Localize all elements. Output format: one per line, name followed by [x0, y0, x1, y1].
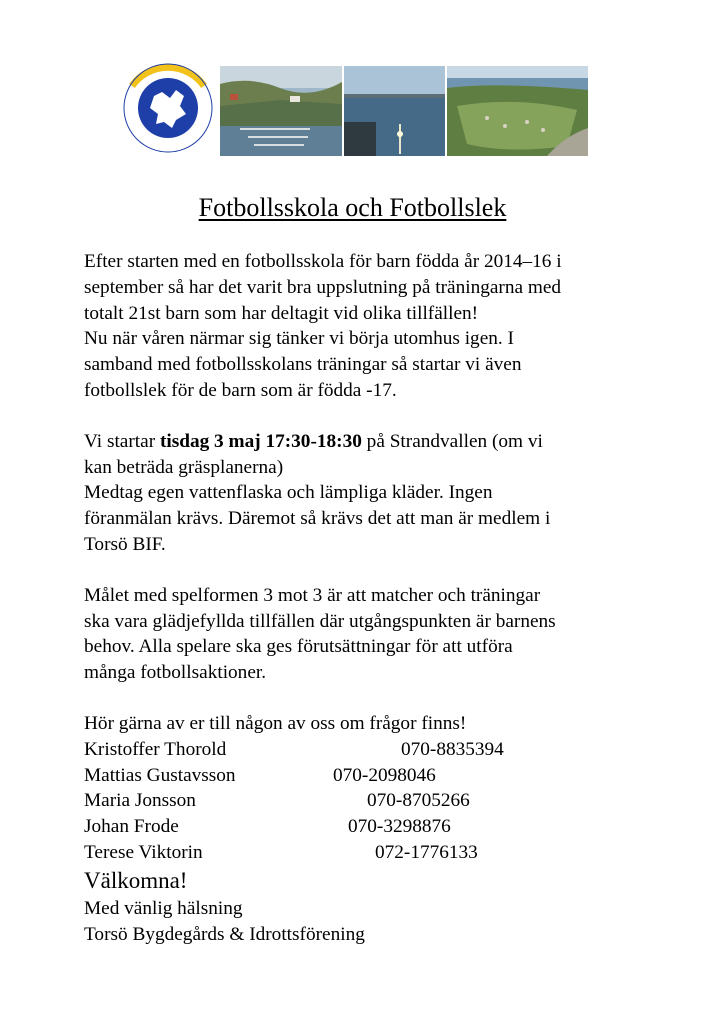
contact-row	[84, 763, 624, 789]
contact-row	[84, 840, 624, 866]
text-line: samband med fotbollsskolans träningar så startar vi även	[84, 354, 522, 376]
document-body	[84, 249, 624, 947]
contact-row	[84, 814, 624, 840]
contact-phone: 070-2098046	[333, 764, 436, 786]
welcome-heading: Välkomna!	[84, 867, 188, 893]
club-logo-icon	[118, 56, 218, 156]
contacts-intro: Hör gärna av er till någon av oss om frågor finns!	[84, 712, 467, 734]
text-line: totalt 21st barn som har deltagit vid olika tillfällen!	[84, 302, 479, 324]
sports-field-aerial-photo	[447, 66, 588, 156]
text-line: Medtag egen vattenflaska och lämpliga kläder. Ingen	[84, 482, 493, 504]
contact-phone: 070-3298876	[348, 816, 451, 838]
text-line: Målet med spelformen 3 mot 3 är att matcher och träningar	[84, 584, 541, 606]
text-line: Torsö BIF.	[84, 533, 166, 555]
goal-paragraph	[84, 583, 624, 686]
contact-name: Johan Frode	[84, 816, 179, 838]
start-date-time: tisdag 3 maj 17:30-18:30	[159, 430, 362, 452]
regards-line: Med vänlig hälsning	[84, 897, 243, 919]
text-line: ska vara glädjefyllda tillfällen där utgångspunkten är barnens	[84, 610, 556, 632]
intro-paragraph	[84, 249, 624, 404]
text-line: många fotbollsaktioner.	[84, 662, 267, 684]
organization-name: Torsö Bygdegårds & Idrottsförening	[84, 923, 365, 945]
text-line: föranmälan krävs. Däremot så krävs det att man är medlem i	[84, 508, 551, 530]
contact-phone: 070-8835394	[401, 738, 504, 760]
text-line: behov. Alla spelare ska ges förutsättningar för att utföra	[84, 636, 513, 658]
contact-phone: 072-1776133	[375, 841, 478, 863]
marina-aerial-photo	[220, 66, 342, 156]
text-line: Efter starten med en fotbollsskola för barn födda år 2014–16 i	[84, 251, 562, 272]
lake-jetty-photo	[344, 66, 445, 156]
contact-phone: 070-8705266	[367, 790, 470, 812]
text-line: september så har det varit bra uppslutning på träningarna med	[84, 276, 562, 298]
text-segment: på Strandvallen (om vi	[361, 430, 543, 452]
contact-name: Mattias Gustavsson	[84, 764, 236, 786]
text-line	[84, 429, 624, 455]
text-segment: Vi startar	[84, 430, 160, 452]
text-line: Nu när våren närmar sig tänker vi börja utomhus igen. I	[84, 328, 514, 350]
text-line: kan beträda gräsplanerna)	[84, 456, 284, 478]
contacts-section	[84, 711, 624, 866]
contact-row	[84, 788, 624, 814]
text-line: fotbollslek för de barn som är födda -17.	[84, 379, 397, 401]
start-paragraph	[84, 429, 624, 558]
contact-name: Kristoffer Thorold	[84, 738, 227, 760]
header-banner	[118, 56, 588, 156]
page-title: Fotbollsskola och Fotbollslek	[198, 193, 507, 222]
contact-row	[84, 737, 624, 763]
contact-name: Maria Jonsson	[84, 790, 196, 812]
contact-name: Terese Viktorin	[84, 841, 203, 863]
